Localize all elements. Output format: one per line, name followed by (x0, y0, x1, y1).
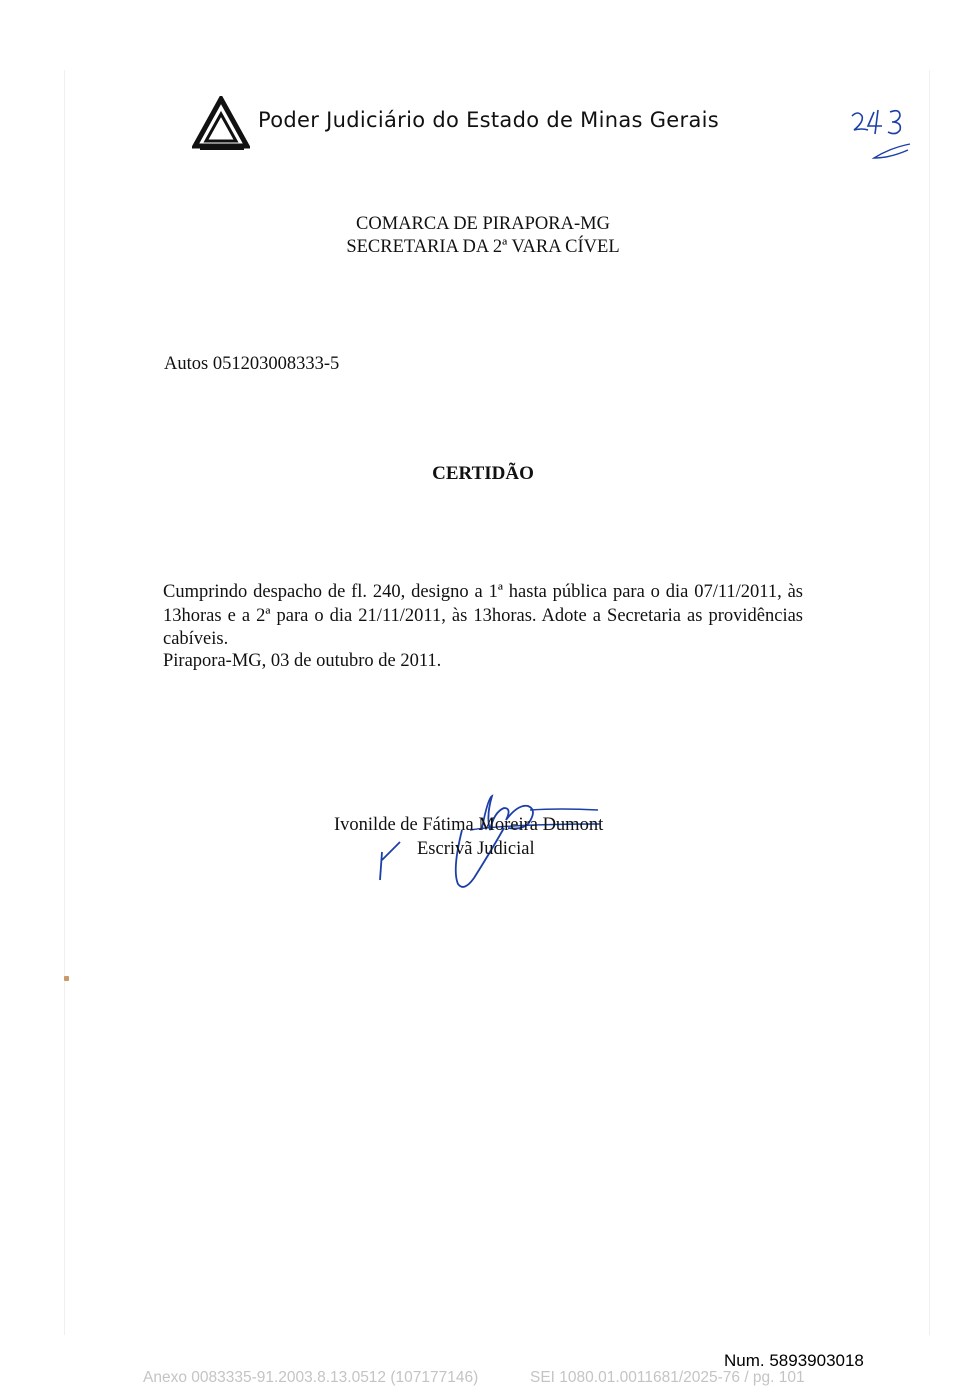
triangle-emblem-icon (192, 96, 250, 152)
org-name: Poder Judiciário do Estado de Minas Gerais (258, 108, 719, 132)
certificate-body (163, 581, 803, 652)
place-date: Pirapora-MG, 03 de outubro de 2011. (163, 651, 442, 671)
scanned-page-border (64, 70, 930, 1335)
document-title: CERTIDÃO (432, 463, 534, 484)
court-name: COMARCA DE PIRAPORA-MG (356, 214, 610, 234)
signer-role: Escrivã Judicial (417, 839, 535, 859)
handwritten-signature (370, 780, 610, 895)
court-heading (0, 213, 959, 259)
body-paragraph: Cumprindo despacho de fl. 240, designo a 1ª hasta pública para o dia 07/11/2011, às 13horas e a 2ª para o dia 21/11/2011, às 13horas. Adote a Secretaria as providências cabíveis. (163, 582, 803, 649)
signer-name: Ivonilde de Fátima Moreira Dumont (334, 815, 604, 835)
scan-speck (64, 976, 69, 981)
annex-reference: Anexo 0083335-91.2003.8.13.0512 (107177146) (143, 1369, 479, 1386)
case-number: Autos 051203008333-5 (164, 354, 340, 374)
document-number: Num. 5893903018 (724, 1351, 864, 1370)
page-mark-text (850, 100, 910, 140)
sei-reference: SEI 1080.01.0011681/2025-76 / pg. 101 (530, 1369, 805, 1386)
court-section: SECRETARIA DA 2ª VARA CÍVEL (346, 237, 620, 257)
